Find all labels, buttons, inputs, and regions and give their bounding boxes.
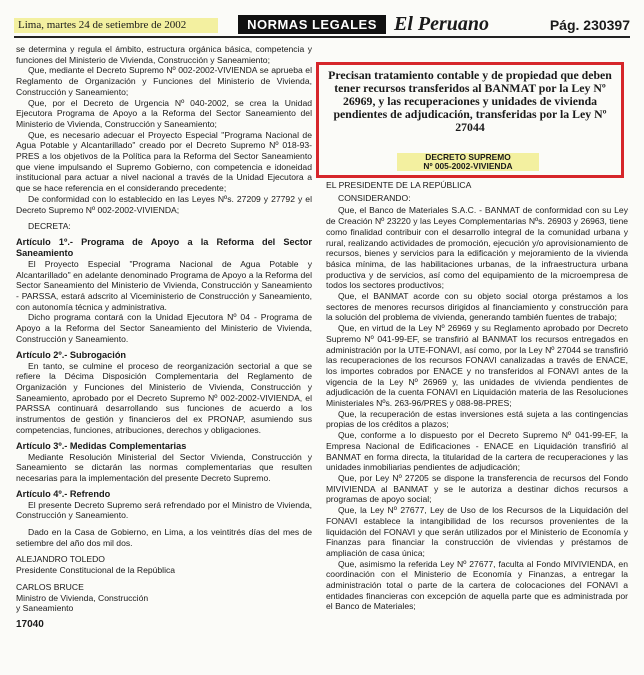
page-header xyxy=(14,12,630,38)
paragraph: Que, el BANMAT acorde con su objeto social otorga préstamos a los sectores de menores recursos dirigidos al financiamiento y construcción para la solución del problema de vivienda, generando también fuentes de trabajo; xyxy=(326,291,628,323)
decreta-heading: DECRETA: xyxy=(28,221,71,232)
paragraph: se determina y regula el ámbito, estructura orgánica básica, competencia y funciones del Ministerio de Vivienda, Construcción y Saneamiento; xyxy=(16,44,312,65)
paragraph: Que, por el Decreto de Urgencia Nº 040-2002, se crea la Unidad Ejecutora Programa de Apoyo a la Reforma del Sector Saneamiento del Ministerio de Vivienda, Construcción y Saneamiento; xyxy=(16,97,312,129)
article-4-title: Artículo 4º.- Refrendo xyxy=(16,488,111,499)
paragraph: Que, es necesario adecuar el Proyecto Especial "Programa Nacional de Agua Potable y Alcantarillado" creado por el Decreto Supremo Nº 018-93-PRES a los objetivos de la Política para la Reforma del Sector Saneamiento que viene impulsando el Supremo Gobierno, con competencia e idoneidad institucional para actuar a nivel nacional a través de la Unidad Ejecutora a que se hace referencia en el considerando precedente; xyxy=(16,129,312,194)
right-column xyxy=(326,178,628,612)
signer-1-role: Presidente Constitucional de la República xyxy=(16,565,176,576)
paragraph: Que, conforme a lo dispuesto por el Decreto Supremo Nº 041-99-EF, la Empresa Nacional de Edificaciones - ENACE en Liquidación transfirió al BANMAT en forma directa, la titularidad de la cartera de recuperaciones y las unidades inmobiliarias pendientes de adjudicación; xyxy=(326,430,628,473)
given-statement: Dado en la Casa de Gobierno, en Lima, a los veintitrés días del mes de setiembre del año dos mil dos. xyxy=(16,527,312,548)
header-section-label: NORMAS LEGALES xyxy=(238,15,386,34)
newspaper-logo: El Peruano xyxy=(394,13,490,35)
decree-label-line-1: DECRETO SUPREMO xyxy=(425,152,511,162)
president-heading: EL PRESIDENTE DE LA REPÚBLICA xyxy=(326,180,472,190)
article-1-title: Artículo 1º.- Programa de Apoyo a la Reforma del Sector Saneamiento xyxy=(16,236,312,258)
left-column xyxy=(16,44,312,631)
paragraph: Que, por Ley Nº 27205 se dispone la transferencia de recursos del Fondo MIVIVIENDA al BANMAT y se le autoriza a destinar dichos recursos a programas de apoyo social; xyxy=(326,472,628,505)
paragraph: El presente Decreto Supremo será refrendado por el Ministro de Vivienda, Construcción y Saneamiento. xyxy=(16,499,312,521)
paragraph: El Proyecto Especial "Programa Nacional de Agua Potable y Alcantarillado" en adelante denominado Programa de Apoyo a la Reforma del Sector Saneamiento del Ministerio de Vivienda, Construcción y Saneamiento - PARSSA, estará adscrito al Viceministerio de Construcción y Saneamiento, con autonomía técnica y administrativa. xyxy=(16,258,312,312)
paragraph: En tanto, se culmine el proceso de reorganización sectorial a que se refiere la Décima Disposición Complementaria del Reglamento de Organización y Funciones del Ministerio de Vivienda, Construcción y Saneamiento, aprobado por el Decreto Supremo Nº 002-2002-VIVIENDA, el PARSSA continuará desarrollando sus funciones de acuerdo a los instrumentos de gestión y financieros del ex PRONAP, asumiendo sus competencias, funciones, atribuciones, derechos y obligaciones. xyxy=(16,360,312,435)
paragraph: Que, la Ley Nº 27677, Ley de Uso de los Recursos de la Liquidación del FONAVI establece la intangibilidad de los recursos provenientes de la liquidación del FONAVI y que serán utilizados por el Ministerio de Economía y Finanzas para financiar la construcción de viviendas y préstamos de ampliación de casa única; xyxy=(326,505,628,558)
paragraph: Que, mediante el Decreto Supremo Nº 002-2002-VIVIENDA se aprueba el Reglamento de Organización y Funciones del Ministerio de Vivienda, Construcción y Saneamiento; xyxy=(16,65,312,97)
considerando-heading: CONSIDERANDO: xyxy=(338,192,411,203)
decree-label-line-2: Nº 005-2002-VIVIENDA xyxy=(423,161,513,171)
paragraph: Mediante Resolución Ministerial del Sector Vivienda, Construcción y Saneamiento se dictarán las normas complementarias que resulten necesarias para la implementación del presente Decreto Supremo. xyxy=(16,451,312,483)
article-3-title: Artículo 3º.- Medidas Complementarias xyxy=(16,440,187,451)
header-page-number: Pág. 230397 xyxy=(549,17,630,33)
decree-label xyxy=(397,153,539,171)
paragraph: Dicho programa contará con la Unidad Ejecutora Nº 04 - Programa de Apoyo a la Reforma del Sector Saneamiento del Ministerio de Vivienda, Construcción y Saneamiento. xyxy=(16,312,312,344)
document-number: 17040 xyxy=(16,618,44,630)
article-2-title: Artículo 2º.- Subrogación xyxy=(16,349,127,360)
header-rule xyxy=(14,36,630,38)
paragraph: Que, asimismo la referida Ley Nº 27677, faculta al Fondo MIVIVIENDA, en coordinación con el Ministerio de Economía y Finanzas, a entregar la administración total o parte de la cartera de colocaciones del FONAVI a entidades financieras con excepción de aquella parte que es administrada por el Banco de Materiales; xyxy=(326,558,628,612)
signer-2-role: Ministro de Vivienda, Construcción xyxy=(16,592,149,603)
paragraph: Que, el Banco de Materiales S.A.C. - BANMAT de conformidad con su Ley de Creación Nº 23220 y las Leyes Complementarias Nºs. 26903 y 26963, tiene como finalidad contribuir con el desarrollo integral de la comunidad urbana y rural, realizando actividades de promoción, ejecución y/o aprovisionamiento de recursos, bienes y servicios para la edificación y mejoramiento de la vivienda básica mínima, de las habilitaciones urbanas, de la infraestructura urbana productiva y de servicios, así como del equipamiento de la microempresa de todos los sectores productivos; xyxy=(326,205,628,291)
decree-title: Precisan tratamiento contable y de propiedad que deben tener recursos transferidos al BANMAT por la Ley Nº 26969, y las recuperaciones y unidades de vivienda pendientes de adjudicación, transferidas por la Ley Nº 27044 xyxy=(328,68,612,135)
paragraph: Que, la recuperación de estas inversiones está sujeta a las contingencias propias de los créditos a plazos; xyxy=(326,408,628,430)
decree-title-box xyxy=(316,62,624,178)
header-date: Lima, martes 24 de setiembre de 2002 xyxy=(14,18,218,33)
signer-2-role: y Saneamiento xyxy=(16,603,74,614)
signer-2-name: CARLOS BRUCE xyxy=(16,581,84,592)
signer-1-name: ALEJANDRO TOLEDO xyxy=(16,554,105,565)
paragraph: Que, en virtud de la Ley Nº 26969 y su Reglamento aprobado por Decreto Supremo Nº 041-99-EF, se transfirió al BANMAT los recursos entregados en administración por la UTE-FONAVI, así como, por la Ley Nº 27044 se transfirió las recuperaciones de los recursos FONAVI canalizadas a través de ENACE, los importes cobrados por ENACE y no transferidos al FONAVI antes de la vigencia de la Ley Nº 26969 y, las unidades de vivienda pendientes de adjudicación de la cuenta FONAVI en Liquidación materia de las Resoluciones Ministeriales Nºs. 263-96/PRES y 088-98-PRES; xyxy=(326,323,628,409)
paragraph: De conformidad con lo establecido en las Leyes Nºs. 27209 y 27792 y el Decreto Supremo Nº 002-2002-VIVIENDA; xyxy=(16,193,312,215)
